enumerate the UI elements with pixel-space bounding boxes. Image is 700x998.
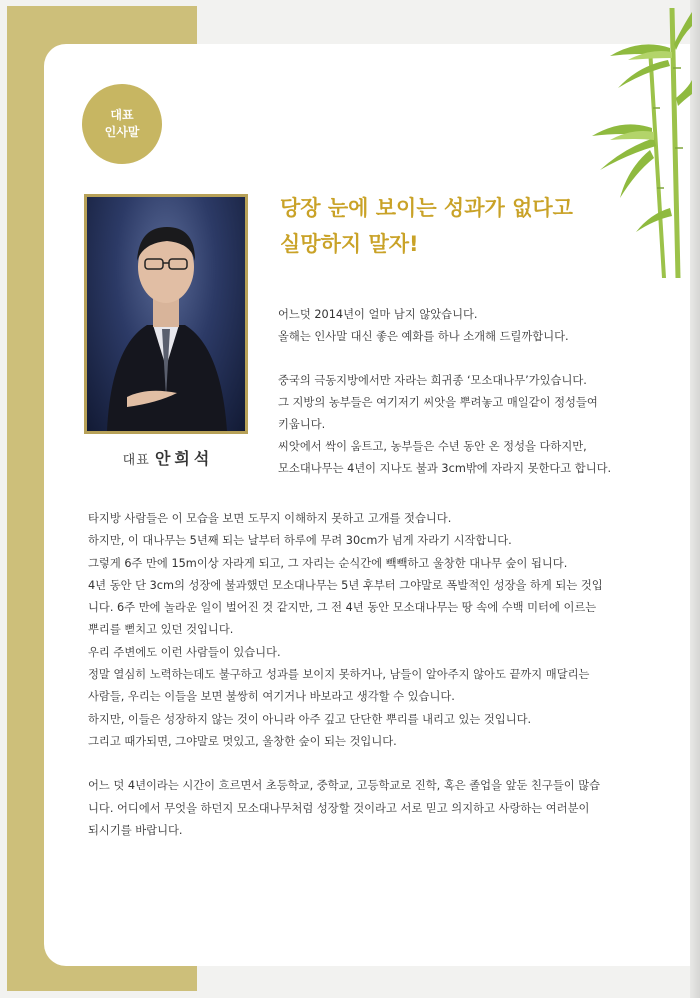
- body-line: 어느 덧 4년이라는 시간이 흐르면서 초등학교, 중학교, 고등학교로 진학, 혹은 졸업을 앞둔 친구들이 많습: [88, 779, 601, 793]
- intro-line: 모소대나무는 4년이 지나도 불과 3cm밖에 자라지 못한다고 합니다.: [278, 462, 612, 475]
- body-line: 타지방 사람들은 이 모습을 보면 도무지 이해하지 못하고 고개를 젓습니다.: [88, 512, 452, 525]
- portrait-photo: [87, 197, 245, 431]
- body-line: 정말 열심히 노력하는데도 불구하고 성과를 보이지 못하거나, 남들이 알아주지 않아도 끝까지 매달리는: [88, 668, 590, 682]
- headline-line2: 실망하지 말자!: [280, 232, 419, 256]
- body-line: 니다. 어디에서 무엇을 하던지 모소대나무처럼 성장할 것이라고 서로 믿고 의지하고 사랑하는 여러분이: [88, 801, 590, 815]
- body-line: 되시기를 바랍니다.: [88, 823, 183, 837]
- profile-caption: [108, 446, 228, 469]
- intro-line: 어느덧 2014년이 얼마 남지 않았습니다.: [278, 308, 478, 321]
- body-line: 우리 주변에도 이런 사람들이 있습니다.: [88, 645, 281, 659]
- body-line: 뿌리를 뻗치고 있던 것입니다.: [88, 623, 234, 637]
- section-badge: [82, 84, 162, 164]
- badge-line1: 대표: [110, 108, 134, 122]
- intro-line: 중국의 극동지방에서만 자라는 희귀종 ‘모소대나무’가있습니다.: [278, 374, 587, 387]
- body-line: 니다. 6주 만에 놀라운 일이 벌어진 것 같지만, 그 전 4년 동안 모소대나무는 땅 속에 수백 미터에 이르는: [88, 601, 597, 615]
- body-text: [88, 508, 648, 842]
- intro-line: 올해는 인사말 대신 좋은 예화를 하나 소개해 드릴까합니다.: [278, 330, 569, 343]
- profile-role: 대표: [122, 453, 150, 468]
- body-line: 하지만, 이 대나무는 5년째 되는 날부터 하루에 무려 30cm가 넘게 자라기 시작합니다.: [88, 534, 512, 548]
- body-line: 그리고 때가되면, 그야말로 멋있고, 울창한 숲이 되는 것입니다.: [88, 734, 397, 748]
- body-line: 하지만, 이들은 성장하지 않는 것이 아니라 아주 깊고 단단한 뿌리를 내리고 있는 것입니다.: [88, 712, 532, 726]
- portrait-frame: [84, 194, 248, 434]
- intro-line: 그 지방의 농부들은 여기저기 씨앗을 뿌려놓고 매일같이 정성들여: [278, 396, 598, 409]
- body-line: 4년 동안 단 3cm의 성장에 불과했던 모소대나무는 5년 후부터 그야말로 폭발적인 성장을 하게 되는 것입: [88, 578, 603, 592]
- headline-line1: 당장 눈에 보이는 성과가 없다고: [280, 196, 573, 220]
- body-line: 그렇게 6주 만에 15m이상 자라게 되고, 그 자리는 순식간에 빽빽하고 울창한 대나무 숲이 됩니다.: [88, 556, 568, 570]
- body-line: 사람들, 우리는 이들을 보면 불쌍히 여기거나 바보라고 생각할 수 있습니다.: [88, 690, 455, 704]
- intro-line: 씨앗에서 싹이 움트고, 농부들은 수년 동안 온 정성을 다하지만,: [278, 440, 587, 453]
- profile-name: 안희석: [154, 449, 214, 468]
- person-silhouette-icon: [87, 197, 245, 431]
- headline: [280, 190, 670, 262]
- intro-line: 키웁니다.: [278, 418, 326, 431]
- badge-line2: 인사말: [104, 125, 140, 139]
- intro-text: [278, 304, 668, 480]
